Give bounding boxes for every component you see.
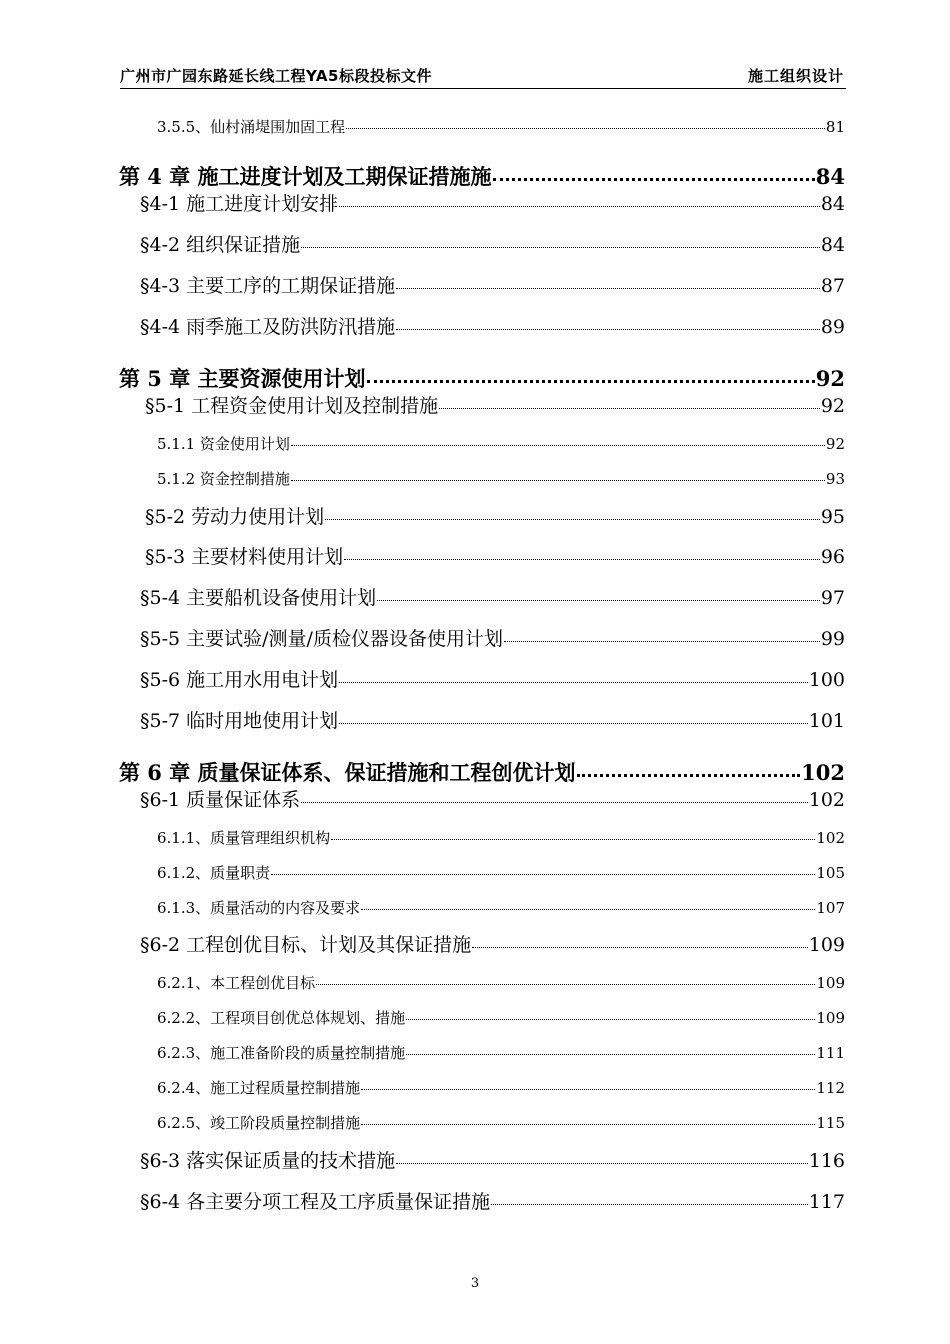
toc-leader-dots [491,1204,808,1205]
toc-leader-dots [271,874,815,875]
toc-entry-title: §6-4 各主要分项工程及工序质量保证措施 [140,1191,491,1213]
toc-entry-title: 6.2.4、施工过程质量控制措施 [157,1079,361,1097]
toc-entry[interactable] [140,671,845,690]
toc-entry-title: §4-3 主要工序的工期保证措施 [140,275,396,297]
toc-leader-dots [291,445,825,446]
toc-entry-title: §4-2 组织保证措施 [140,234,301,256]
toc-entry-title: §5-1 工程资金使用计划及控制措施 [145,395,439,417]
toc-leader-dots [361,909,815,910]
toc-entry-title: 第 5 章 主要资源使用计划 [119,366,366,391]
toc-entry-title: 6.1.3、质量活动的内容及要求 [157,899,361,917]
toc-leader-dots [504,641,820,642]
toc-leader-dots [396,1163,808,1164]
toc-leader-dots [325,519,820,520]
toc-leader-dots [316,984,815,985]
toc-entry[interactable] [140,277,845,296]
toc-leader-dots [291,480,825,481]
toc-entry[interactable] [140,936,845,955]
toc-entry-page: 117 [808,1191,845,1213]
toc-entry-page: 92 [815,366,845,391]
toc-entry-page: 111 [816,1044,845,1062]
toc-chapter-entry[interactable] [119,166,845,187]
toc-entry-page: 84 [820,193,845,215]
toc-leader-dots [396,329,820,330]
toc-entry[interactable] [140,195,845,214]
toc-leader-dots [301,802,808,803]
toc-entry-title: 6.2.1、本工程创优目标 [157,974,316,992]
toc-entry-page: 112 [816,1079,845,1097]
toc-entry-page: 109 [808,934,845,956]
toc-entry-page: 105 [816,864,845,882]
toc-entry[interactable] [157,1011,845,1026]
toc-leader-dots [377,600,820,601]
toc-entry-page: 96 [820,546,845,568]
toc-entry-title: 5.1.2 资金控制措施 [157,470,290,488]
toc-leader-dots [367,380,815,383]
toc-leader-dots [331,839,815,840]
toc-entry-page: 101 [808,710,845,732]
document-title: 广州市广园东路延长线工程YA5标段投标文件 [120,67,432,85]
toc-entry[interactable] [157,1116,845,1131]
toc-entry[interactable] [157,1046,845,1061]
toc-entry-page: 100 [808,669,845,691]
toc-entry-title: 5.1.1 资金使用计划 [157,435,290,453]
toc-entry-title: §5-7 临时用地使用计划 [140,710,339,732]
toc-entry-page: 84 [820,234,845,256]
toc-entry[interactable] [140,236,845,255]
toc-leader-dots [301,247,820,248]
toc-entry[interactable] [140,1193,845,1212]
toc-entry[interactable] [145,548,845,567]
toc-entry[interactable] [145,508,845,527]
toc-leader-dots [472,947,808,948]
toc-entry[interactable] [157,831,845,846]
toc-entry[interactable] [157,472,845,487]
toc-entry-title: §6-3 落实保证质量的技术措施 [140,1150,396,1172]
toc-entry[interactable] [140,589,845,608]
toc-entry-title: §6-2 工程创优目标、计划及其保证措施 [140,934,472,956]
toc-entry[interactable] [140,712,845,731]
toc-entry-page: 95 [820,506,845,528]
toc-leader-dots [361,1089,815,1090]
toc-leader-dots [339,682,808,683]
toc-entry[interactable] [157,976,845,991]
toc-entry-page: 109 [816,974,845,992]
toc-entry-title: §5-4 主要船机设备使用计划 [140,587,377,609]
toc-entry-title: §4-4 雨季施工及防洪防汛措施 [140,316,396,338]
toc-leader-dots [344,559,820,560]
toc-entry[interactable] [140,791,845,810]
toc-entry-page: 107 [816,899,845,917]
toc-leader-dots [361,1124,815,1125]
page-number: 3 [470,1276,480,1291]
toc-entry-title: 6.2.5、竣工阶段质量控制措施 [157,1114,361,1132]
toc-entry-title: 第 4 章 施工进度计划及工期保证措施施 [119,164,492,189]
toc-entry-page: 87 [820,275,845,297]
toc-entry-title: §4-1 施工进度计划安排 [140,193,339,215]
toc-entry-page: 93 [825,470,845,488]
toc-entry-page: 109 [816,1009,845,1027]
toc-entry[interactable] [157,1081,845,1096]
toc-entry-page: 99 [820,628,845,650]
toc-entry-page: 102 [816,829,845,847]
toc-entry-page: 92 [825,435,845,453]
toc-entry[interactable] [145,397,845,416]
toc-entry-title: 6.2.3、施工准备阶段的质量控制措施 [157,1044,406,1062]
toc-leader-dots [577,774,801,777]
toc-entry[interactable] [140,318,845,337]
toc-leader-dots [406,1019,815,1020]
toc-entry-page: 81 [825,118,845,136]
toc-entry-title: 3.5.5、仙村涌堤围加固工程 [157,118,346,136]
toc-entry-title: 6.1.2、质量职责 [157,864,271,882]
toc-leader-dots [493,178,815,181]
toc-chapter-entry[interactable] [119,762,845,783]
toc-leader-dots [396,288,820,289]
toc-entry[interactable] [157,866,845,881]
toc-entry-title: 6.2.2、工程项目创优总体规划、措施 [157,1009,406,1027]
toc-leader-dots [339,723,808,724]
toc-entry[interactable] [140,1152,845,1171]
toc-entry-page: 89 [820,316,845,338]
toc-entry-title: §5-6 施工用水用电计划 [140,669,339,691]
toc-entry-title: §5-2 劳动力使用计划 [145,506,325,528]
toc-entry-page: 115 [816,1114,845,1132]
document-section: 施工组织设计 [747,67,844,85]
toc-entry-title: 第 6 章 质量保证体系、保证措施和工程创优计划 [119,760,576,785]
toc-leader-dots [346,128,825,129]
toc-entry-page: 102 [808,789,845,811]
toc-leader-dots [406,1054,815,1055]
toc-entry-title: 6.1.1、质量管理组织机构 [157,829,331,847]
toc-entry[interactable] [157,120,845,135]
toc-entry[interactable] [140,630,845,649]
toc-entry-title: §5-3 主要材料使用计划 [145,546,344,568]
toc-entry-title: §6-1 质量保证体系 [140,789,301,811]
toc-entry-title: §5-5 主要试验/测量/质检仪器设备使用计划 [140,628,503,650]
toc-entry[interactable] [157,901,845,916]
toc-entry-page: 116 [808,1150,845,1172]
toc-leader-dots [439,408,820,409]
toc-entry-page: 84 [815,164,845,189]
toc-entry-page: 92 [820,395,845,417]
toc-entry[interactable] [157,437,845,452]
toc-entry-page: 97 [820,587,845,609]
toc-entry-page: 102 [801,760,845,785]
toc-leader-dots [339,206,820,207]
toc-chapter-entry[interactable] [119,368,845,389]
